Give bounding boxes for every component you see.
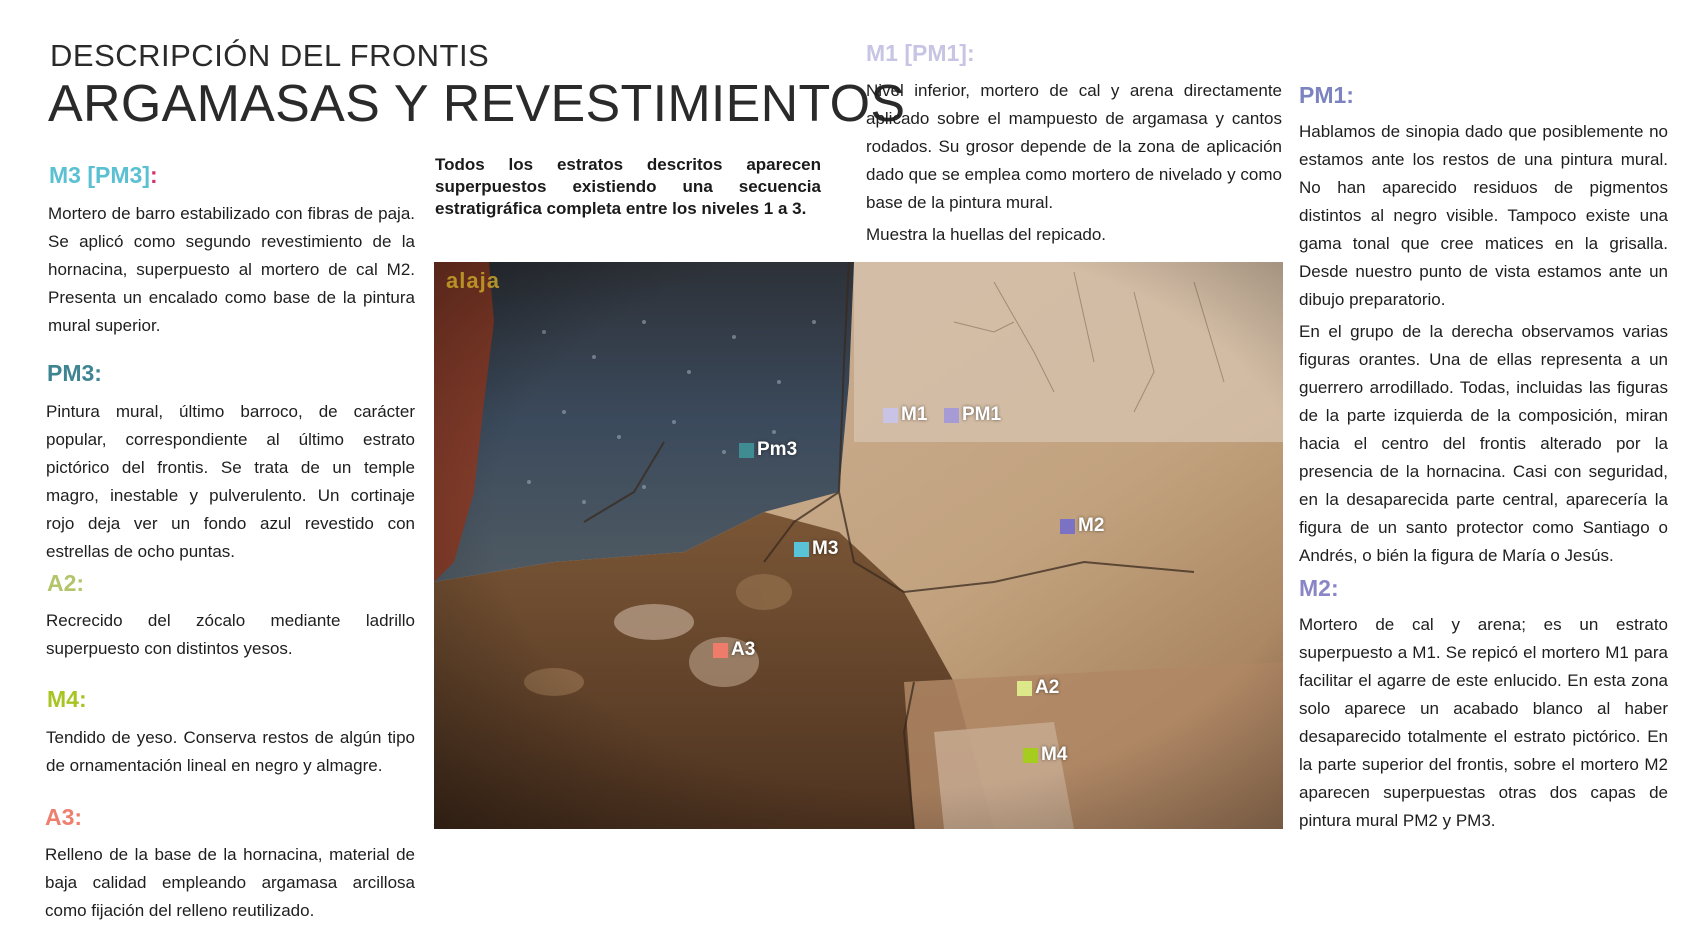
- a3-paragraph: Relleno de la base de la hornacina, material de baja calidad empleando argamasa arcillosa como fijación del relleno reutilizado.: [45, 845, 415, 920]
- marker-a3-label: A3: [731, 639, 756, 660]
- pm3-text: [46, 398, 415, 566]
- m2-paragraph: Mortero de cal y arena; es un estrato superpuesto a M1. Se repicó el mortero M1 para facilitar el agarre de este enlucido. En esta zona solo aparece un acabado blanco al haber desaparecido totalmente el estrato pictórico. En la parte superior del frontis, sobre el mortero M2 aparecen superpuestas otras dos capas de pintura mural PM2 y PM3.: [1299, 615, 1668, 830]
- marker-pm3-swatch: [739, 443, 754, 458]
- a2-paragraph: Recrecido del zócalo mediante ladrillo superpuesto con distintos yesos.: [46, 611, 415, 658]
- marker-m4-swatch: [1023, 748, 1038, 763]
- marker-pm1-label: PM1: [962, 404, 1002, 425]
- m3-heading-label: M3 [PM3]: [49, 162, 150, 188]
- marker-m4: [1023, 744, 1067, 766]
- pm1-paragraph-2: En el grupo de la derecha observamos varias figuras orantes. Una de ellas representa a un guerrero arrodillado. Todas, incluidas las figuras de la parte izquierda de la composición, miran hacia el centro del frontis alterado por la presencia de la hornacina. Casi con seguridad, en la desaparecida parte central, aparecería la figura de un santo protector como Santiago o Andrés, o bién la figura de María o Jesús.: [1299, 322, 1668, 565]
- m3-text: [48, 200, 415, 340]
- watermark-logo: alaja: [446, 268, 500, 293]
- marker-m1: [883, 404, 927, 426]
- a2-text: [46, 607, 415, 663]
- a3-text: [45, 841, 415, 925]
- marker-pm1: [944, 404, 1001, 426]
- m4-text: [46, 724, 415, 780]
- m4-heading: M4:: [47, 686, 87, 712]
- m1-heading: M1 [PM1]:: [866, 40, 975, 66]
- pm1-heading: PM1:: [1299, 82, 1354, 108]
- m3-heading: [49, 162, 158, 189]
- m4-paragraph: Tendido de yeso. Conserva restos de algún tipo de ornamentación lineal en negro y almagre.: [46, 728, 415, 775]
- marker-m2: [1060, 515, 1104, 537]
- marker-a3-swatch: [713, 643, 728, 658]
- m1-paragraph: Nivel inferior, mortero de cal y arena directamente aplicado sobre el mampuesto de argamasa y cantos rodados. Su grosor depende de la zona de aplicación dado que se emplea como mortero de nivelado y como base de la pintura mural.: [866, 81, 1282, 212]
- page-title: ARGAMASAS Y REVESTIMIENTOS: [48, 75, 906, 133]
- marker-m2-label: M2: [1078, 515, 1105, 536]
- marker-a2-label: A2: [1035, 677, 1060, 698]
- pm3-paragraph: Pintura mural, último barroco, de carácter popular, correspondiente al último estrato pictórico del frontis. Se trata de un temple magro, inestable y pulverulento. Un cortinaje rojo deja ver un fondo azul revestido con estrellas de ocho puntas.: [46, 402, 415, 561]
- intro-text: Todos los estratos descritos aparecen superpuestos existiendo una secuencia estratigráfica completa entre los niveles 1 a 3.: [435, 155, 821, 218]
- marker-m4-label: M4: [1041, 744, 1068, 765]
- marker-m2-swatch: [1060, 519, 1075, 534]
- marker-m1-label: M1: [901, 404, 928, 425]
- page-subtitle: DESCRIPCIÓN DEL FRONTIS: [50, 38, 490, 73]
- pm3-heading: PM3:: [47, 360, 102, 386]
- m2-text: [1299, 611, 1668, 835]
- wall-photo-drawing: [434, 262, 1283, 829]
- marker-m3-swatch: [794, 542, 809, 557]
- pm1-text: [1299, 118, 1668, 570]
- marker-pm3: [739, 439, 797, 461]
- m3-heading-colon: :: [149, 162, 158, 188]
- m3-paragraph: Mortero de barro estabilizado con fibras de paja. Se aplicó como segundo revestimiento de la hornacina, superpuesto al mortero de cal M2. Presenta un encalado como base de la pintura mural superior.: [48, 204, 415, 335]
- marker-m3: [794, 538, 838, 560]
- m1-note: Muestra la huellas del repicado.: [866, 225, 1107, 244]
- pm1-paragraph-1: Hablamos de sinopia dado que posiblemente no estamos ante los restos de una pintura mural. No han aparecido residuos de pigmentos distintos al negro visible. Tampoco existe una gama tonal que cree matices en la grisalla. Desde nuestro punto de vista estamos ante un dibujo preparatorio.: [1299, 122, 1668, 309]
- m1-text: [866, 77, 1282, 249]
- marker-pm1-swatch: [944, 408, 959, 423]
- m2-heading: M2:: [1299, 575, 1339, 601]
- wall-photo: [434, 262, 1283, 829]
- marker-a2-swatch: [1017, 681, 1032, 696]
- a2-heading: A2:: [47, 570, 85, 596]
- a3-heading: A3:: [45, 804, 83, 830]
- marker-m3-label: M3: [812, 538, 839, 559]
- marker-a3: [713, 639, 755, 661]
- marker-pm3-label: Pm3: [757, 439, 798, 460]
- marker-m1-swatch: [883, 408, 898, 423]
- marker-a2: [1017, 677, 1059, 699]
